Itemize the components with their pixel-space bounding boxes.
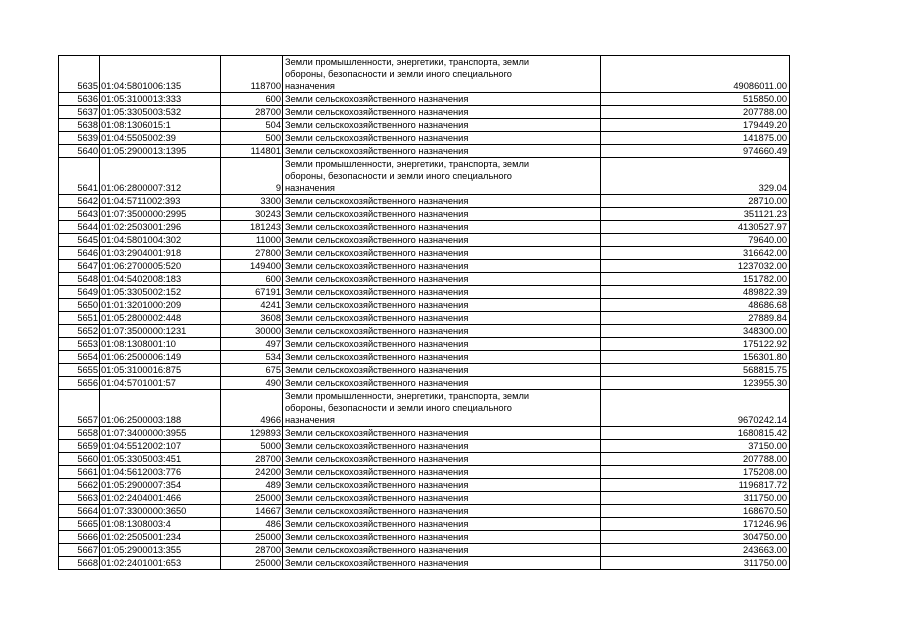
cadastral-value-cell[interactable]: 304750.00 — [601, 531, 790, 544]
area-cell[interactable]: 534 — [221, 351, 283, 364]
area-cell[interactable]: 129893 — [221, 427, 283, 440]
cadastral-value-cell[interactable]: 1237032.00 — [601, 260, 790, 273]
cadastral-value-cell[interactable]: 1196817.72 — [601, 479, 790, 492]
cadastral-value-cell[interactable]: 48686.68 — [601, 299, 790, 312]
cadastral-number-cell[interactable]: 01:08:1308001:10 — [100, 338, 221, 351]
table-row — [59, 273, 790, 286]
land-category-cell[interactable]: Земли сельскохозяйственного назначения — [283, 145, 601, 158]
land-category-cell[interactable]: Земли сельскохозяйственного назначения — [283, 325, 601, 338]
row-number-cell[interactable]: 5652 — [59, 325, 100, 338]
cadastral-value-cell[interactable]: 207788.00 — [601, 106, 790, 119]
area-cell[interactable]: 28700 — [221, 453, 283, 466]
area-cell[interactable]: 486 — [221, 518, 283, 531]
area-cell[interactable]: 181243 — [221, 221, 283, 234]
land-category-cell[interactable]: Земли сельскохозяйственного назначения — [283, 195, 601, 208]
area-cell[interactable]: 4966 — [221, 390, 283, 427]
table-row — [59, 557, 790, 570]
row-number-cell[interactable]: 5641 — [59, 158, 100, 195]
table-row — [59, 247, 790, 260]
land-category-cell[interactable]: Земли сельскохозяйственного назначения — [283, 453, 601, 466]
cadastral-value-cell[interactable]: 168670.50 — [601, 505, 790, 518]
land-category-cell[interactable]: Земли сельскохозяйственного назначения — [283, 286, 601, 299]
cadastral-number-cell[interactable]: 01:08:1308003:4 — [100, 518, 221, 531]
table-row — [59, 518, 790, 531]
land-category-line: обороны, безопасности и земли иного специального — [285, 403, 512, 413]
table-row — [59, 440, 790, 453]
table-row — [59, 312, 790, 325]
row-number-cell[interactable]: 5665 — [59, 518, 100, 531]
cadastral-number-cell[interactable]: 01:05:3305003:532 — [100, 106, 221, 119]
row-number-cell[interactable]: 5656 — [59, 377, 100, 390]
row-number-cell[interactable]: 5637 — [59, 106, 100, 119]
cadastral-value-cell[interactable]: 27889.84 — [601, 312, 790, 325]
cadastral-number-cell[interactable]: 01:02:2404001:466 — [100, 492, 221, 505]
area-cell[interactable]: 24200 — [221, 466, 283, 479]
cadastral-value-cell[interactable]: 311750.00 — [601, 557, 790, 570]
land-category-line: Земли промышленности, энергетики, транспорта, земли — [285, 159, 530, 169]
cadastral-number-cell[interactable]: 01:06:2500003:188 — [100, 390, 221, 427]
cadastral-number-cell[interactable]: 01:05:2900013:1395 — [100, 145, 221, 158]
area-cell[interactable]: 25000 — [221, 492, 283, 505]
land-category-line: обороны, безопасности и земли иного специального — [285, 69, 512, 79]
cadastral-value-cell[interactable]: 243663.00 — [601, 544, 790, 557]
table-row — [59, 453, 790, 466]
row-number-cell[interactable]: 5667 — [59, 544, 100, 557]
area-cell[interactable]: 600 — [221, 93, 283, 106]
land-category-cell[interactable]: Земли сельскохозяйственного назначения — [283, 466, 601, 479]
area-cell[interactable]: 3608 — [221, 312, 283, 325]
table-row — [59, 56, 790, 93]
land-category-cell[interactable]: Земли сельскохозяйственного назначения — [283, 479, 601, 492]
cadastral-number-cell[interactable]: 01:04:5512002:107 — [100, 440, 221, 453]
row-number-cell[interactable]: 5668 — [59, 557, 100, 570]
land-category-line: назначения — [285, 183, 335, 193]
cadastral-number-cell[interactable]: 01:06:2700005:520 — [100, 260, 221, 273]
cadastral-number-cell[interactable]: 01:04:5711002:393 — [100, 195, 221, 208]
cadastral-number-cell[interactable]: 01:04:5801006:135 — [100, 56, 221, 93]
table-row — [59, 479, 790, 492]
land-category-cell[interactable]: Земли сельскохозяйственного назначения — [283, 273, 601, 286]
cadastral-value-cell[interactable]: 175208.00 — [601, 466, 790, 479]
table-row — [59, 299, 790, 312]
cadastral-number-cell[interactable]: 01:04:5701001:57 — [100, 377, 221, 390]
table-row — [59, 260, 790, 273]
cadastral-value-cell[interactable]: 151782.00 — [601, 273, 790, 286]
row-number-cell[interactable]: 5659 — [59, 440, 100, 453]
cadastral-number-cell[interactable]: 01:03:2904001:918 — [100, 247, 221, 260]
area-cell[interactable]: 4241 — [221, 299, 283, 312]
cadastral-value-cell[interactable]: 28710.00 — [601, 195, 790, 208]
cadastral-number-cell[interactable]: 01:07:3400000:3955 — [100, 427, 221, 440]
area-cell[interactable]: 490 — [221, 377, 283, 390]
area-cell[interactable]: 11000 — [221, 234, 283, 247]
table-row — [59, 505, 790, 518]
land-category-cell[interactable]: Земли сельскохозяйственного назначения — [283, 132, 601, 145]
table-row — [59, 492, 790, 505]
table-row — [59, 351, 790, 364]
table-row — [59, 390, 790, 427]
row-number-cell[interactable]: 5653 — [59, 338, 100, 351]
row-number-cell[interactable]: 5645 — [59, 234, 100, 247]
cadastral-value-cell[interactable]: 141875.00 — [601, 132, 790, 145]
cadastral-number-cell[interactable]: 01:05:3305003:451 — [100, 453, 221, 466]
area-cell[interactable]: 504 — [221, 119, 283, 132]
table-body — [59, 56, 790, 570]
land-category-cell[interactable] — [283, 56, 601, 93]
row-number-cell[interactable]: 5646 — [59, 247, 100, 260]
land-category-line: назначения — [285, 415, 335, 425]
row-number-cell[interactable]: 5638 — [59, 119, 100, 132]
land-category-cell[interactable]: Земли сельскохозяйственного назначения — [283, 338, 601, 351]
land-category-cell[interactable]: Земли сельскохозяйственного назначения — [283, 119, 601, 132]
cadastral-number-cell[interactable]: 01:02:2401001:653 — [100, 557, 221, 570]
land-category-cell[interactable] — [283, 390, 601, 427]
row-number-cell[interactable]: 5654 — [59, 351, 100, 364]
cadastral-value-cell[interactable]: 79640.00 — [601, 234, 790, 247]
table-row — [59, 364, 790, 377]
area-cell[interactable]: 67191 — [221, 286, 283, 299]
land-category-cell[interactable] — [283, 158, 601, 195]
row-number-cell[interactable]: 5639 — [59, 132, 100, 145]
land-category-cell[interactable]: Земли сельскохозяйственного назначения — [283, 299, 601, 312]
area-cell[interactable]: 27800 — [221, 247, 283, 260]
area-cell[interactable]: 14667 — [221, 505, 283, 518]
cadastral-value-cell[interactable]: 568815.75 — [601, 364, 790, 377]
table-row — [59, 195, 790, 208]
area-cell[interactable]: 600 — [221, 273, 283, 286]
land-category-cell[interactable]: Земли сельскохозяйственного назначения — [283, 351, 601, 364]
table-row — [59, 208, 790, 221]
table-row — [59, 158, 790, 195]
cadastral-value-cell[interactable]: 515850.00 — [601, 93, 790, 106]
land-category-cell[interactable]: Земли сельскохозяйственного назначения — [283, 106, 601, 119]
land-category-cell[interactable]: Земли сельскохозяйственного назначения — [283, 364, 601, 377]
cadastral-number-cell[interactable]: 01:07:3500000:2995 — [100, 208, 221, 221]
row-number-cell[interactable]: 5661 — [59, 466, 100, 479]
cadastral-value-cell[interactable]: 311750.00 — [601, 492, 790, 505]
row-number-cell[interactable]: 5635 — [59, 56, 100, 93]
land-category-cell[interactable]: Земли сельскохозяйственного назначения — [283, 557, 601, 570]
table-row — [59, 106, 790, 119]
land-category-cell[interactable]: Земли сельскохозяйственного назначения — [283, 234, 601, 247]
cadastral-value-cell[interactable]: 171246.96 — [601, 518, 790, 531]
land-category-cell[interactable]: Земли сельскохозяйственного назначения — [283, 312, 601, 325]
cadastral-value-cell[interactable]: 1680815.42 — [601, 427, 790, 440]
row-number-cell[interactable]: 5651 — [59, 312, 100, 325]
cadastral-value-cell[interactable]: 9670242.14 — [601, 390, 790, 427]
area-cell[interactable]: 25000 — [221, 531, 283, 544]
land-category-cell[interactable]: Земли сельскохозяйственного назначения — [283, 544, 601, 557]
land-category-cell[interactable]: Земли сельскохозяйственного назначения — [283, 440, 601, 453]
land-category-cell[interactable]: Земли сельскохозяйственного назначения — [283, 492, 601, 505]
table-row — [59, 286, 790, 299]
cadastral-number-cell[interactable]: 01:02:2503001:296 — [100, 221, 221, 234]
cadastral-number-cell[interactable]: 01:05:2900007:354 — [100, 479, 221, 492]
area-cell[interactable]: 149400 — [221, 260, 283, 273]
cadastral-number-cell[interactable]: 01:01:3201000:209 — [100, 299, 221, 312]
row-number-cell[interactable]: 5648 — [59, 273, 100, 286]
cadastral-value-cell[interactable]: 49086011.00 — [601, 56, 790, 93]
cadastral-number-cell[interactable]: 01:05:3100013:333 — [100, 93, 221, 106]
area-cell[interactable]: 489 — [221, 479, 283, 492]
table-row — [59, 93, 790, 106]
area-cell[interactable]: 5000 — [221, 440, 283, 453]
cadastral-value-cell[interactable]: 156301.80 — [601, 351, 790, 364]
table-row — [59, 427, 790, 440]
row-number-cell[interactable]: 5649 — [59, 286, 100, 299]
cadastral-number-cell[interactable]: 01:05:3305002:152 — [100, 286, 221, 299]
cadastral-number-cell[interactable]: 01:02:2505001:234 — [100, 531, 221, 544]
area-cell[interactable]: 500 — [221, 132, 283, 145]
land-category-cell[interactable]: Земли сельскохозяйственного назначения — [283, 208, 601, 221]
row-number-cell[interactable]: 5640 — [59, 145, 100, 158]
land-category-line: обороны, безопасности и земли иного специального — [285, 171, 512, 181]
land-category-line: Земли промышленности, энергетики, транспорта, земли — [285, 391, 530, 401]
land-category-cell[interactable]: Земли сельскохозяйственного назначения — [283, 93, 601, 106]
area-cell[interactable]: 118700 — [221, 56, 283, 93]
row-number-cell[interactable]: 5647 — [59, 260, 100, 273]
land-category-cell[interactable]: Земли сельскохозяйственного назначения — [283, 505, 601, 518]
area-cell[interactable]: 30243 — [221, 208, 283, 221]
cadastral-number-cell[interactable]: 01:05:3100016:875 — [100, 364, 221, 377]
table-row — [59, 531, 790, 544]
table-row — [59, 221, 790, 234]
cadastral-value-cell[interactable]: 974660.49 — [601, 145, 790, 158]
cadastral-value-cell[interactable]: 37150.00 — [601, 440, 790, 453]
cadastral-number-cell[interactable]: 01:06:2500006:149 — [100, 351, 221, 364]
row-number-cell[interactable]: 5642 — [59, 195, 100, 208]
cadastral-value-cell[interactable]: 351121.23 — [601, 208, 790, 221]
area-cell[interactable]: 28700 — [221, 544, 283, 557]
cadastral-number-cell[interactable]: 01:07:3500000:1231 — [100, 325, 221, 338]
table-row — [59, 234, 790, 247]
area-cell[interactable]: 675 — [221, 364, 283, 377]
cadastral-number-cell[interactable]: 01:04:5612003:776 — [100, 466, 221, 479]
row-number-cell[interactable]: 5663 — [59, 492, 100, 505]
row-number-cell[interactable]: 5643 — [59, 208, 100, 221]
area-cell[interactable]: 497 — [221, 338, 283, 351]
cadastral-value-cell[interactable]: 179449.20 — [601, 119, 790, 132]
table-row — [59, 338, 790, 351]
land-category-cell[interactable]: Земли сельскохозяйственного назначения — [283, 221, 601, 234]
cadastral-number-cell[interactable]: 01:05:2900013:355 — [100, 544, 221, 557]
cadastral-value-cell[interactable]: 123955.30 — [601, 377, 790, 390]
table-row — [59, 145, 790, 158]
area-cell[interactable]: 28700 — [221, 106, 283, 119]
cadastral-value-cell[interactable]: 489822.39 — [601, 286, 790, 299]
land-parcels-table — [58, 55, 790, 570]
row-number-cell[interactable]: 5636 — [59, 93, 100, 106]
table-row — [59, 377, 790, 390]
cadastral-value-cell[interactable]: 175122.92 — [601, 338, 790, 351]
row-number-cell[interactable]: 5657 — [59, 390, 100, 427]
cadastral-value-cell[interactable]: 4130527.97 — [601, 221, 790, 234]
cadastral-number-cell[interactable]: 01:04:5801004:302 — [100, 234, 221, 247]
cadastral-value-cell[interactable]: 316642.00 — [601, 247, 790, 260]
table-row — [59, 466, 790, 479]
table-row — [59, 119, 790, 132]
land-category-cell[interactable]: Земли сельскохозяйственного назначения — [283, 518, 601, 531]
land-category-cell[interactable]: Земли сельскохозяйственного назначения — [283, 427, 601, 440]
cadastral-number-cell[interactable]: 01:07:3300000:3650 — [100, 505, 221, 518]
cadastral-number-cell[interactable]: 01:04:5505002:39 — [100, 132, 221, 145]
row-number-cell[interactable]: 5650 — [59, 299, 100, 312]
land-category-line: Земли промышленности, энергетики, транспорта, земли — [285, 57, 530, 67]
land-category-cell[interactable]: Земли сельскохозяйственного назначения — [283, 377, 601, 390]
area-cell[interactable]: 25000 — [221, 557, 283, 570]
table-row — [59, 325, 790, 338]
row-number-cell[interactable]: 5655 — [59, 364, 100, 377]
land-category-cell[interactable]: Земли сельскохозяйственного назначения — [283, 531, 601, 544]
row-number-cell[interactable]: 5666 — [59, 531, 100, 544]
land-category-cell[interactable]: Земли сельскохозяйственного назначения — [283, 247, 601, 260]
row-number-cell[interactable]: 5662 — [59, 479, 100, 492]
cadastral-number-cell[interactable]: 01:06:2800007:312 — [100, 158, 221, 195]
row-number-cell[interactable]: 5644 — [59, 221, 100, 234]
cadastral-number-cell[interactable]: 01:04:5402008:183 — [100, 273, 221, 286]
cadastral-value-cell[interactable]: 207788.00 — [601, 453, 790, 466]
cadastral-value-cell[interactable]: 348300.00 — [601, 325, 790, 338]
area-cell[interactable]: 114801 — [221, 145, 283, 158]
area-cell[interactable]: 30000 — [221, 325, 283, 338]
table-row — [59, 544, 790, 557]
table-row — [59, 132, 790, 145]
cadastral-number-cell[interactable]: 01:08:1306015:1 — [100, 119, 221, 132]
land-category-cell[interactable]: Земли сельскохозяйственного назначения — [283, 260, 601, 273]
row-number-cell[interactable]: 5658 — [59, 427, 100, 440]
cadastral-number-cell[interactable]: 01:05:2800002:448 — [100, 312, 221, 325]
row-number-cell[interactable]: 5660 — [59, 453, 100, 466]
cadastral-value-cell[interactable]: 329.04 — [601, 158, 790, 195]
land-category-line: назначения — [285, 81, 335, 91]
area-cell[interactable]: 3300 — [221, 195, 283, 208]
area-cell[interactable]: 9 — [221, 158, 283, 195]
row-number-cell[interactable]: 5664 — [59, 505, 100, 518]
